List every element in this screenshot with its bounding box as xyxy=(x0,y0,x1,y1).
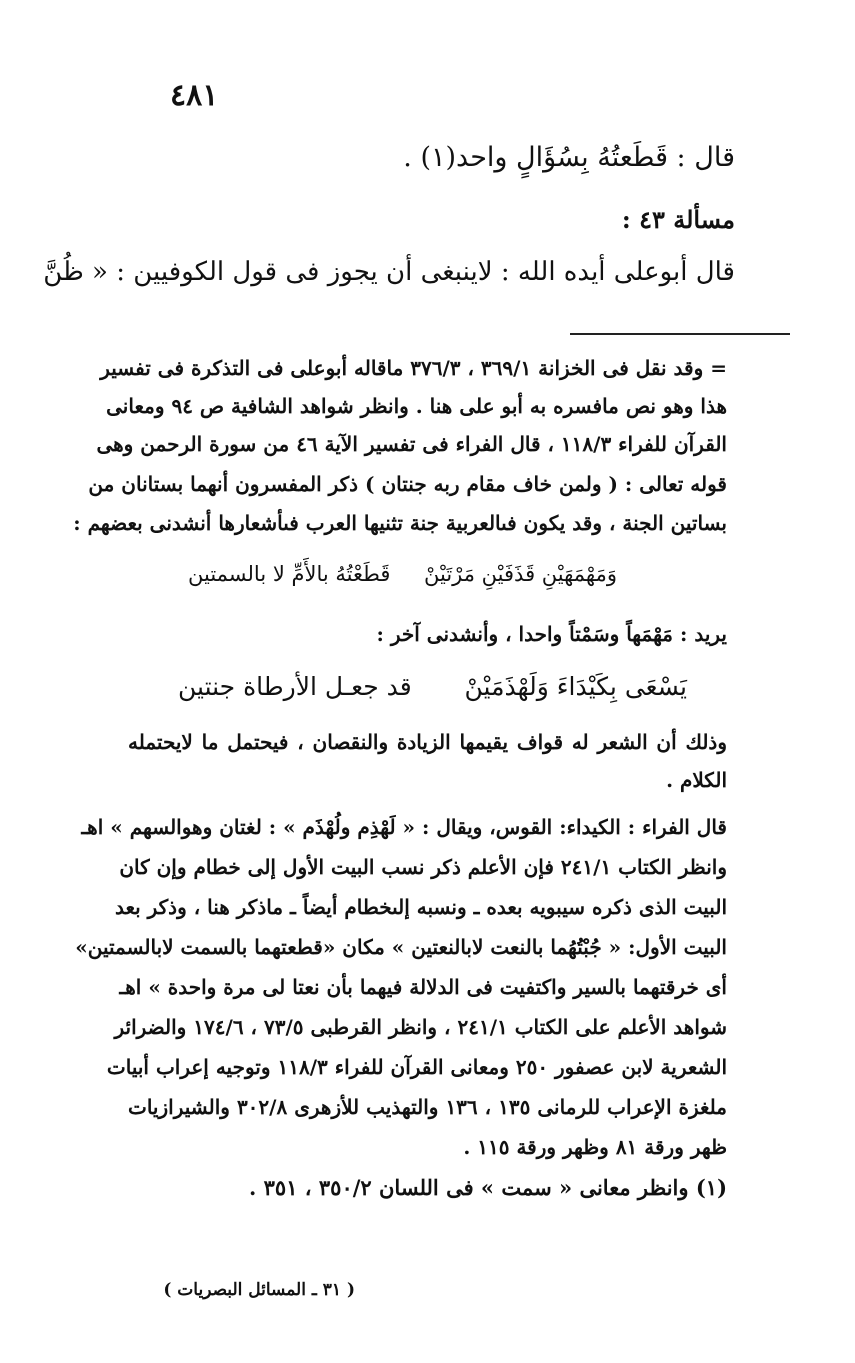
footnote-line: الكلام . xyxy=(666,768,727,792)
footnote-separator xyxy=(570,333,790,335)
signature-mark: ( ٣١ ـ المسائل البصريات ) xyxy=(163,1280,355,1300)
footnote-line: الشعرية لابن عصفور ٢٥٠ ومعانى القرآن للفراء ١١٨/٣ وتوجيه إعراب أبيات xyxy=(106,1055,727,1079)
footnote-line: شواهد الأعلم على الكتاب ٢٤١/١ ، وانظر القرطبى ٧٣/٥ ، ١٧٤/٦ والضرائر xyxy=(114,1015,727,1039)
verse-2-second-half: قد جعـل الأرطاة جنتين xyxy=(178,672,412,701)
footnote-line: وذلك أن الشعر له قواف يقيمها الزيادة والنقصان ، فيحتمل ما لايحتمله xyxy=(128,730,727,754)
footnote-line: القرآن للفراء ١١٨/٣ ، قال الفراء فى تفسير الآية ٤٦ من سورة الرحمن وهى xyxy=(96,432,727,456)
verse-2-first-half: يَسْعَى بِكَيْدَاءَ وَلَهْذَمَيْنْ xyxy=(464,672,687,701)
main-line-3: قال أبوعلى أيده الله : لاينبغى أن يجوز فى قول الكوفيين : « ظُنَّ xyxy=(43,257,735,287)
footnote-line: ظهر ورقة ٨١ وظهر ورقة ١١٥ . xyxy=(463,1135,727,1159)
footnote-line: قال الفراء : الكيداء: القوس، ويقال : « لَهْذِم ولُهْذَم » : لغتان وهوالسهم » اهـ xyxy=(81,815,727,839)
footnote-line: بساتين الجنة ، وقد يكون فىالعربية جنة تثنيها العرب فىأشعارها أنشدنى بعضهم : xyxy=(73,511,727,535)
footnote-line: وانظر الكتاب ٢٤١/١ فإن الأعلم ذكر نسب البيت الأول إلى خطام وإن كان xyxy=(119,855,727,879)
footnote-line: البيت الأول: « جُبْتُهُما بالنعت لابالنعتين » مكان «قطعتهما بالسمت لابالسمتين» xyxy=(75,935,727,959)
footnote-line: = وقد نقل فى الخزانة ٣٦٩/١ ، ٣٧٦/٣ ماقاله أبوعلى فى التذكرة فى تفسير xyxy=(100,356,727,380)
verse-1-first-half: وَمَهْمَهَيْنِ قَذَفَيْنِ مَرْتَيْنْ xyxy=(424,562,617,586)
issue-heading: مسألة ٤٣ : xyxy=(621,205,735,234)
main-line-1: قال : قَطَعتُهُ بِسُؤَالٍ واحد(١) . xyxy=(403,142,735,173)
footnote-line: قوله تعالى : ( ولمن خاف مقام ربه جنتان ) ذكر المفسرون أنهما بستانان من xyxy=(88,472,727,496)
page-number: ٤٨١ xyxy=(170,78,219,113)
footnote-line: ملغزة الإعراب للرمانى ١٣٥ ، ١٣٦ والتهذيب للأزهرى ٣٠٢/٨ والشيرازيات xyxy=(128,1095,727,1119)
footnote-line: البيت الذى ذكره سيبويه بعده ـ ونسبه إلىخطام أيضاً ـ ماذكر هنا ، وذكر بعد xyxy=(114,895,727,919)
footnote-line: يريد : مَهْمَهاً وسَمْتاً واحدا ، وأنشدنى آخر : xyxy=(376,622,727,646)
footnote-line: أى خرقتهما بالسير واكتفيت فى الدلالة فيهما بأن نعتا لى مرة واحدة » اهـ xyxy=(119,975,727,999)
footnote-line: هذا وهو نص مافسره به أبو على هنا . وانظر شواهد الشافية ص ٩٤ ومعانى xyxy=(106,394,727,418)
verse-1-second-half: قَطَعْتُهُ بالأَمِّ لا بالسمتين xyxy=(188,562,391,586)
footnote-1: (١) وانظر معانى « سمت » فى اللسان ٣٥٠/٢ ، ٣٥١ . xyxy=(249,1175,727,1200)
